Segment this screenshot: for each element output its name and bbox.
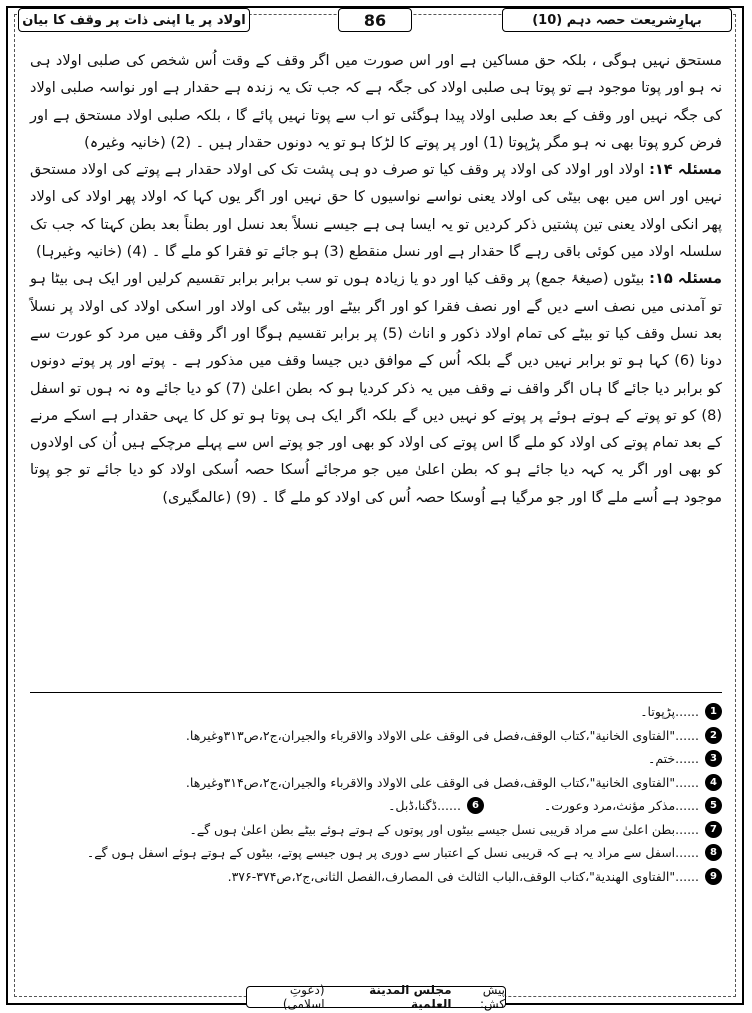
footnote-text: ......اسفل سے مراد یہ ہے کہ قریبی نسل کے اعتبار سے دوری پر ہوں جیسے پوتے، بیٹوں کے ہوتے ہوئے اسفل ہوں گے۔ <box>86 845 699 861</box>
footnote-number: 2 <box>705 727 722 744</box>
footnote-text: ......"الفتاوی الخانیة"،کتاب الوقف،فصل فی الوقف علی الاولاد والاقرباء والجیران،ج۲،ص۳۱۴وغیرھا. <box>185 774 699 790</box>
page-header <box>18 6 732 36</box>
footnote-number: 3 <box>705 750 722 767</box>
footnote-text: ......"الفتاوی الھندیة"،کتاب الوقف،الباب الثالث فی المصارف،الفصل الثانی،ج۲،ص۳۷۴-۳۷۶. <box>227 868 699 884</box>
footnote-number: 6 <box>467 797 484 814</box>
footnote-text: ......ختم۔ <box>648 751 699 767</box>
footnote-number: 7 <box>705 821 722 838</box>
footnote-text: ......"الفتاوی الخانیة"،کتاب الوقف،فصل فی الوقف علی الاولاد والاقرباء والجیران،ج۲،ص۳۱۳وغیرھا. <box>185 727 699 743</box>
footnote-number: 5 <box>705 797 722 814</box>
book-title: بہارِشریعت حصہ دہم (10) <box>502 8 732 32</box>
footnote-number: 1 <box>705 703 722 720</box>
masala-14 <box>30 157 722 266</box>
footnotes <box>30 700 722 888</box>
masala-label: مسئلہ ۱۴: <box>649 162 722 179</box>
footnote-item <box>30 700 722 724</box>
page-number: 86 <box>338 8 412 32</box>
section-title: اولاد پر یا اپنی ذات پر وقف کا بیان <box>18 8 250 32</box>
footnote-item <box>544 797 722 814</box>
masala-15 <box>30 266 722 512</box>
footnote-item <box>30 865 722 889</box>
footnote-text: ......پڑپوتا۔ <box>640 704 699 720</box>
footnote-number: 4 <box>705 774 722 791</box>
footer-org: مجلس المدینة العلمیة <box>369 983 452 1011</box>
footer-suffix: (دعوتِ اسلامی) <box>282 983 325 1011</box>
footnote-item <box>30 724 722 748</box>
main-text <box>30 48 722 512</box>
paragraph: مستحق نہیں ہوگی ، بلکہ حق مساکین ہے اور اس صورت میں اگر وقف کے وقت اُس شخص کی صلبی اولاد ہی نہ ہو اور پوتا موجود ہے تو پوتا ہی صلبی اولاد کی جگہ ہے کہ جب تک یہ زندہ ہے حقدار ہے اور نواسہ صلبی اولاد کی جگہ نہیں اور وقف کے بعد صلبی اولاد پیدا ہوگئی تو اب سے پوتا نہیں پائے گا ، بلکہ صلبی اولاد مستحق ہے اور فرض کرو پوتا بھی نہ ہو مگر پڑپوتا (1) اور پر پوتے کا لڑکا ہو تو یہ دونوں حقدار ہیں ۔ (2) (خانیہ وغیرہ) <box>30 53 722 151</box>
masala-text: اولاد اور اولاد کی اولاد پر وقف کیا تو صرف دو ہی پشت تک کی اولاد حقدار ہے پوتے کی اولاد مستحق نہیں اور اس میں بھی بیٹی کی اولاد یعنی نواسے نواسیوں کا حق نہیں اور اگر یوں کہا کہ اولاد پھر اولاد کی اولاد پھر انکی اولاد یعنی تین پشتیں ذکر کردیں تو یہ ایسا ہی ہے جیسے نسلاً بعد نسل اور بطناً بعد بطن کہتا کہ جب تک سلسلہ اولاد میں کوئی باقی رہے گا حقدار ہے اور نسل منقطع (3) ہو جائے تو فقرا کو ملے گا ۔ (4) (خانیہ وغیرہا) <box>30 162 722 261</box>
footnote-text: ......مذکر مؤنث،مرد وعورت۔ <box>543 798 699 814</box>
footnote-number: 8 <box>705 844 722 861</box>
masala-text: بیٹوں (صیغۂ جمع) پر وقف کیا اور دو یا زیادہ ہوں تو سب برابر برابر تقسیم کرلیں اور ایک ہی بیٹا ہو تو آمدنی میں نصف اسے دیں گے اور نصف فقرا کو اور اگر بیٹے اور بیٹی کی اولاد اور اسکی اولاد کی اولاد پر نسلاً بعد نسل وقف کیا تو بیٹے کی تمام اولاد ذکور و اناث (5) پر برابر تقسیم ہوگا اور اگر وقف میں مرد کو عورت سے دونا (6) کہا ہو تو برابر نہیں دیں گے بلکہ اُس کے موافق دیں جیسا وقف میں مذکور ہے ۔ پوتے اور پر پوتے دونوں کو برابر دیا جائے گا ہاں اگر واقف نے وقف میں یہ ذکر کردیا ہو کہ بطن اعلیٰ (7) کو دیا جائے وہ نہ ہوں تو اسفل (8) کو تو پوتے کے ہوتے ہوئے پر پوتے کو نہیں دیں گے بلکہ اگر ایک ہی پوتا ہو تو کل کا یہی حقدار ہے اسکے مرنے کے بعد تمام پوتے کی اولاد کو ملے گا اس پوتے کی اولاد کو بھی اور جو پوتے اس سے پہلے مرچکے ہیں اُن کی اولادوں کو بھی اور اگر یہ کہہ دیا جائے ہو کہ بطن اعلیٰ میں جو مرجائے اُسکا حصہ اُسکی اولاد کو دیا جائے تو جو پوتا موجود ہے اُسے ملے گا اور جو مرگیا ہے اُوسکا حصہ اُس کی اولاد کو ملے گا ۔ (9) (عالمگیری) <box>30 271 723 506</box>
footnote-item <box>30 747 722 771</box>
footnote-item <box>30 771 722 795</box>
page-footer <box>246 983 506 1011</box>
footnote-text: ......ڈگنا،ڈبل۔ <box>388 798 461 814</box>
footnote-number: 9 <box>705 868 722 885</box>
masala-label: مسئلہ ۱۵: <box>649 271 722 288</box>
footnote-pair <box>30 794 722 818</box>
footnote-item <box>388 797 484 814</box>
footnote-text: ......بطن اعلیٰ سے مراد قریبی نسل جیسے بیٹوں اور پوتوں کے ہوتے ہوئے بیٹے بطن اعلیٰ ہوں گے۔ <box>189 821 699 837</box>
footnote-item <box>30 818 722 842</box>
footnote-item <box>30 841 722 865</box>
footer-prefix: پیش کش: <box>479 983 505 1011</box>
footnote-divider <box>30 692 722 693</box>
